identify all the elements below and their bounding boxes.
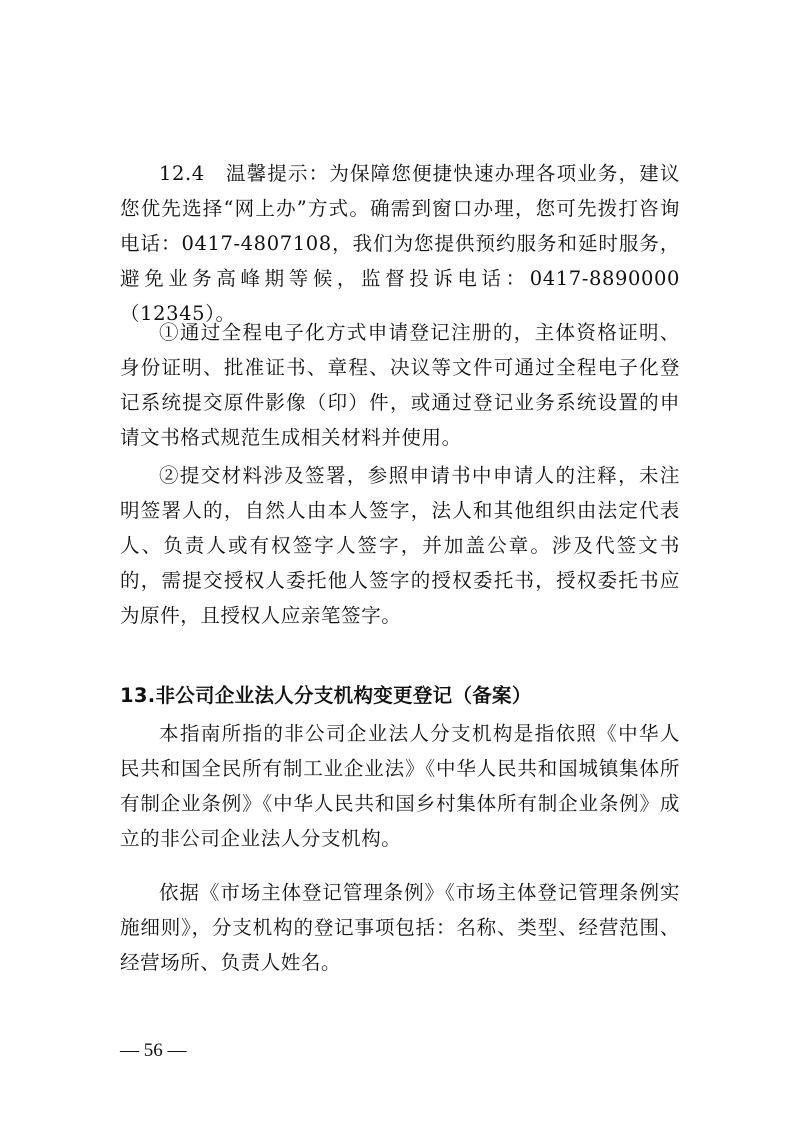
item-1-paragraph: ①通过全程电子化方式申请登记注册的，主体资格证明、身份证明、批准证书、章程、决议等文件可通过全程电子化登记系统提交原件影像（印）件，或通过登记业务系统设置的申请文书格式规范生成相关材料并使用。 — [120, 321, 680, 449]
section-13-paragraph-2 — [120, 875, 680, 980]
item-2-paragraph: ②提交材料涉及签署，参照申请书中申请人的注释，未注明签署人的，自然人由本人签字，法人和其他组织由法定代表人、负责人或有权签字人签字，并加盖公章。涉及代签文书的，需提交授权人委托他人签字的授权委托书，授权委托书应为原件，且授权人应亲笔签字。 — [120, 464, 680, 627]
section-13-paragraph-1 — [120, 716, 680, 856]
registration-items-paragraph: 依据《市场主体登记管理条例》《市场主体登记管理条例实施细则》，分支机构的登记事项包括：名称、类型、经营范围、经营场所、负责人姓名。 — [120, 881, 680, 974]
page-number: — 56 — — [120, 1040, 187, 1061]
section-12-4-notice — [120, 156, 680, 331]
scope-paragraph: 本指南所指的非公司企业法人分支机构是指依照《中华人民共和国全民所有制工业企业法》《中华人民共和国城镇集体所有制企业条例》《中华人民共和国乡村集体所有制企业条例》成立的非公司企业法人分支机构。 — [120, 722, 680, 850]
notice-paragraph: 12.4 温馨提示：为保障您便捷快速办理各项业务，建议您优先选择“网上办”方式。确需到窗口办理，您可先拨打咨询电话：0417-4807108，我们为您提供预约服务和延时服务，避免业务高峰期等候，监督投诉电话：0417-8890000（12345）。 — [120, 162, 680, 325]
section-12-4-item-2 — [120, 458, 680, 633]
section-13-heading: 13.非公司企业法人分支机构变更登记（备案） — [120, 684, 532, 707]
section-12-4-item-1 — [120, 315, 680, 455]
